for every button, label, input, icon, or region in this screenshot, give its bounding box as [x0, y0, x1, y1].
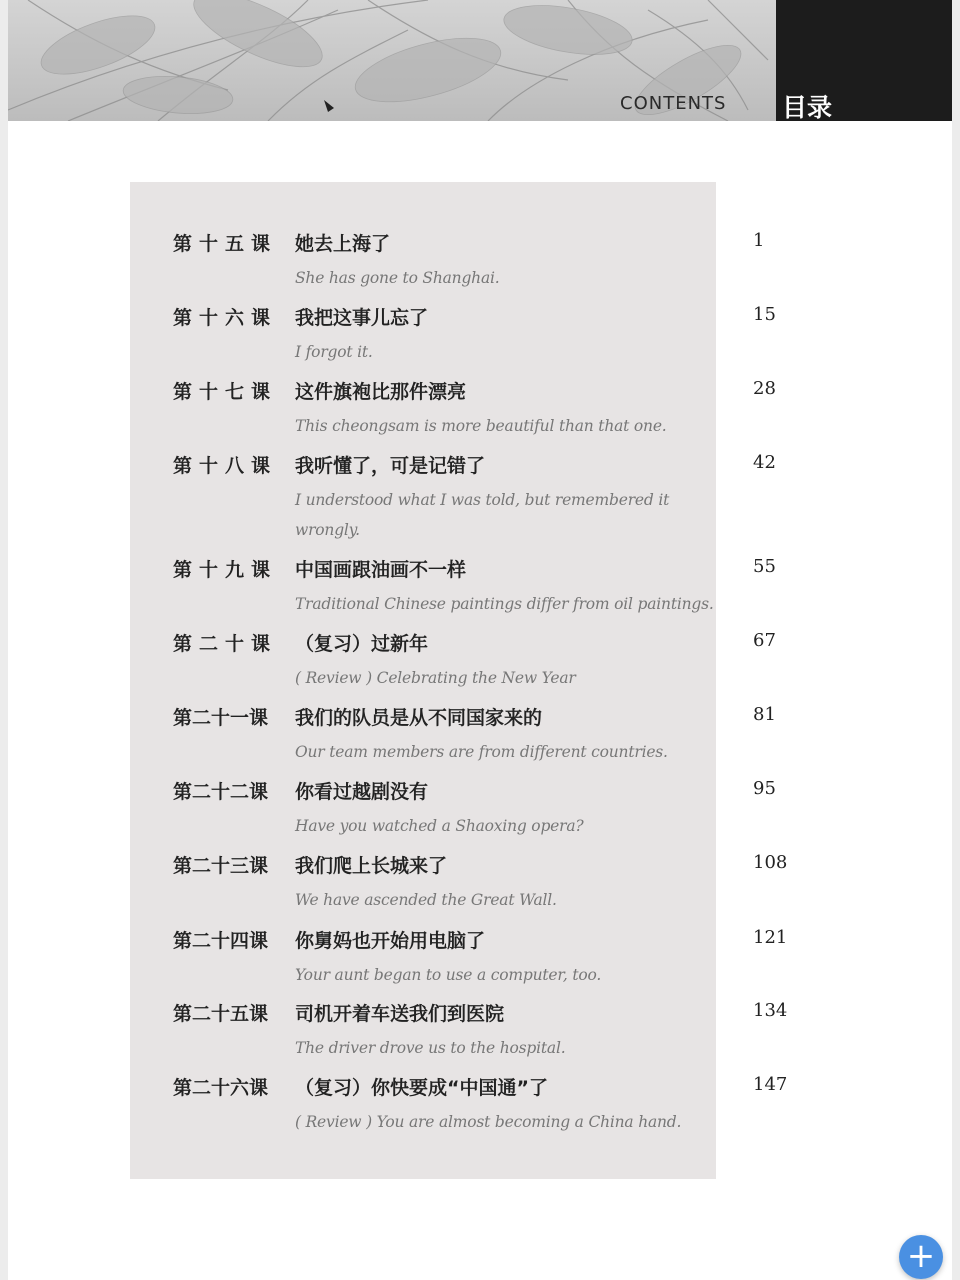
- page-number: 95: [753, 778, 776, 799]
- lesson-number: 第二十二课: [173, 781, 269, 803]
- lesson-title-en: This cheongsam is more beautiful than that one.: [295, 417, 667, 435]
- lesson-number: 第二十三课: [173, 855, 269, 877]
- page-number: 81: [753, 704, 776, 725]
- lesson-title-zh: 这件旗袍比那件漂亮: [295, 381, 467, 403]
- plus-icon: +: [906, 1236, 936, 1276]
- page-number: 147: [753, 1074, 788, 1095]
- lesson-number: 第十五课: [173, 233, 278, 255]
- lesson-title-zh: 我们爬上长城来了: [295, 855, 448, 877]
- lesson-title-zh: 我把这事儿忘了: [295, 307, 429, 329]
- contents-heading-en: CONTENTS: [620, 93, 727, 114]
- lesson-title-en: We have ascended the Great Wall.: [295, 891, 557, 909]
- page-number: 28: [753, 378, 776, 399]
- lesson-title-zh: 我听懂了，可是记错了: [295, 455, 486, 477]
- leaf-stem-mark: [324, 100, 334, 112]
- lesson-title-en: Have you watched a Shaoxing opera?: [295, 817, 584, 835]
- lesson-number: 第二十六课: [173, 1077, 269, 1099]
- lesson-number: 第二十课: [173, 633, 278, 655]
- page-number: 55: [753, 556, 776, 577]
- page-number: 1: [753, 230, 765, 251]
- contents-heading-zh: 目录: [782, 93, 833, 121]
- page-number: 134: [753, 1000, 788, 1021]
- header-banner: [8, 0, 952, 121]
- lesson-number: 第二十五课: [173, 1003, 269, 1025]
- page-number: 15: [753, 304, 776, 325]
- page-number: 42: [753, 452, 776, 473]
- lesson-title-en: Your aunt began to use a computer, too.: [295, 966, 602, 984]
- lesson-title-zh: （复习）你快要成“中国通”了: [295, 1077, 548, 1099]
- lesson-title-zh: 中国画跟油画不一样: [295, 559, 467, 581]
- page-number: 108: [753, 852, 788, 873]
- lesson-number: 第十九课: [173, 559, 278, 581]
- lesson-title-en: Traditional Chinese paintings differ from oil paintings.: [295, 595, 714, 613]
- lesson-title-en: I forgot it.: [295, 343, 373, 361]
- lesson-title-zh: 你舅妈也开始用电脑了: [295, 930, 486, 952]
- lesson-title-en: The driver drove us to the hospital.: [295, 1039, 566, 1057]
- add-button[interactable]: [899, 1235, 943, 1279]
- lesson-title-en: ( Review ) You are almost becoming a China hand.: [295, 1113, 682, 1131]
- page-number: 67: [753, 630, 776, 651]
- lesson-title-zh: 她去上海了: [295, 233, 391, 255]
- lesson-number: 第十七课: [173, 381, 278, 403]
- lesson-title-zh: （复习）过新年: [295, 633, 429, 655]
- lesson-number: 第十六课: [173, 307, 278, 329]
- lesson-number: 第二十四课: [173, 930, 269, 952]
- lesson-title-zh: 你看过越剧没有: [295, 781, 429, 803]
- page-number: 121: [753, 927, 788, 948]
- lesson-title-zh: 司机开着车送我们到医院: [295, 1003, 505, 1025]
- lesson-title-en: Our team members are from different countries.: [295, 743, 668, 761]
- lesson-title-zh: 我们的队员是从不同国家来的: [295, 707, 543, 729]
- lesson-number: 第二十一课: [173, 707, 269, 729]
- lesson-title-en: I understood what I was told, but remembered it wrongly.: [295, 491, 670, 539]
- lesson-number: 第十八课: [173, 455, 278, 477]
- lesson-title-en: ( Review ) Celebrating the New Year: [295, 669, 576, 687]
- lesson-title-en: She has gone to Shanghai.: [295, 269, 500, 287]
